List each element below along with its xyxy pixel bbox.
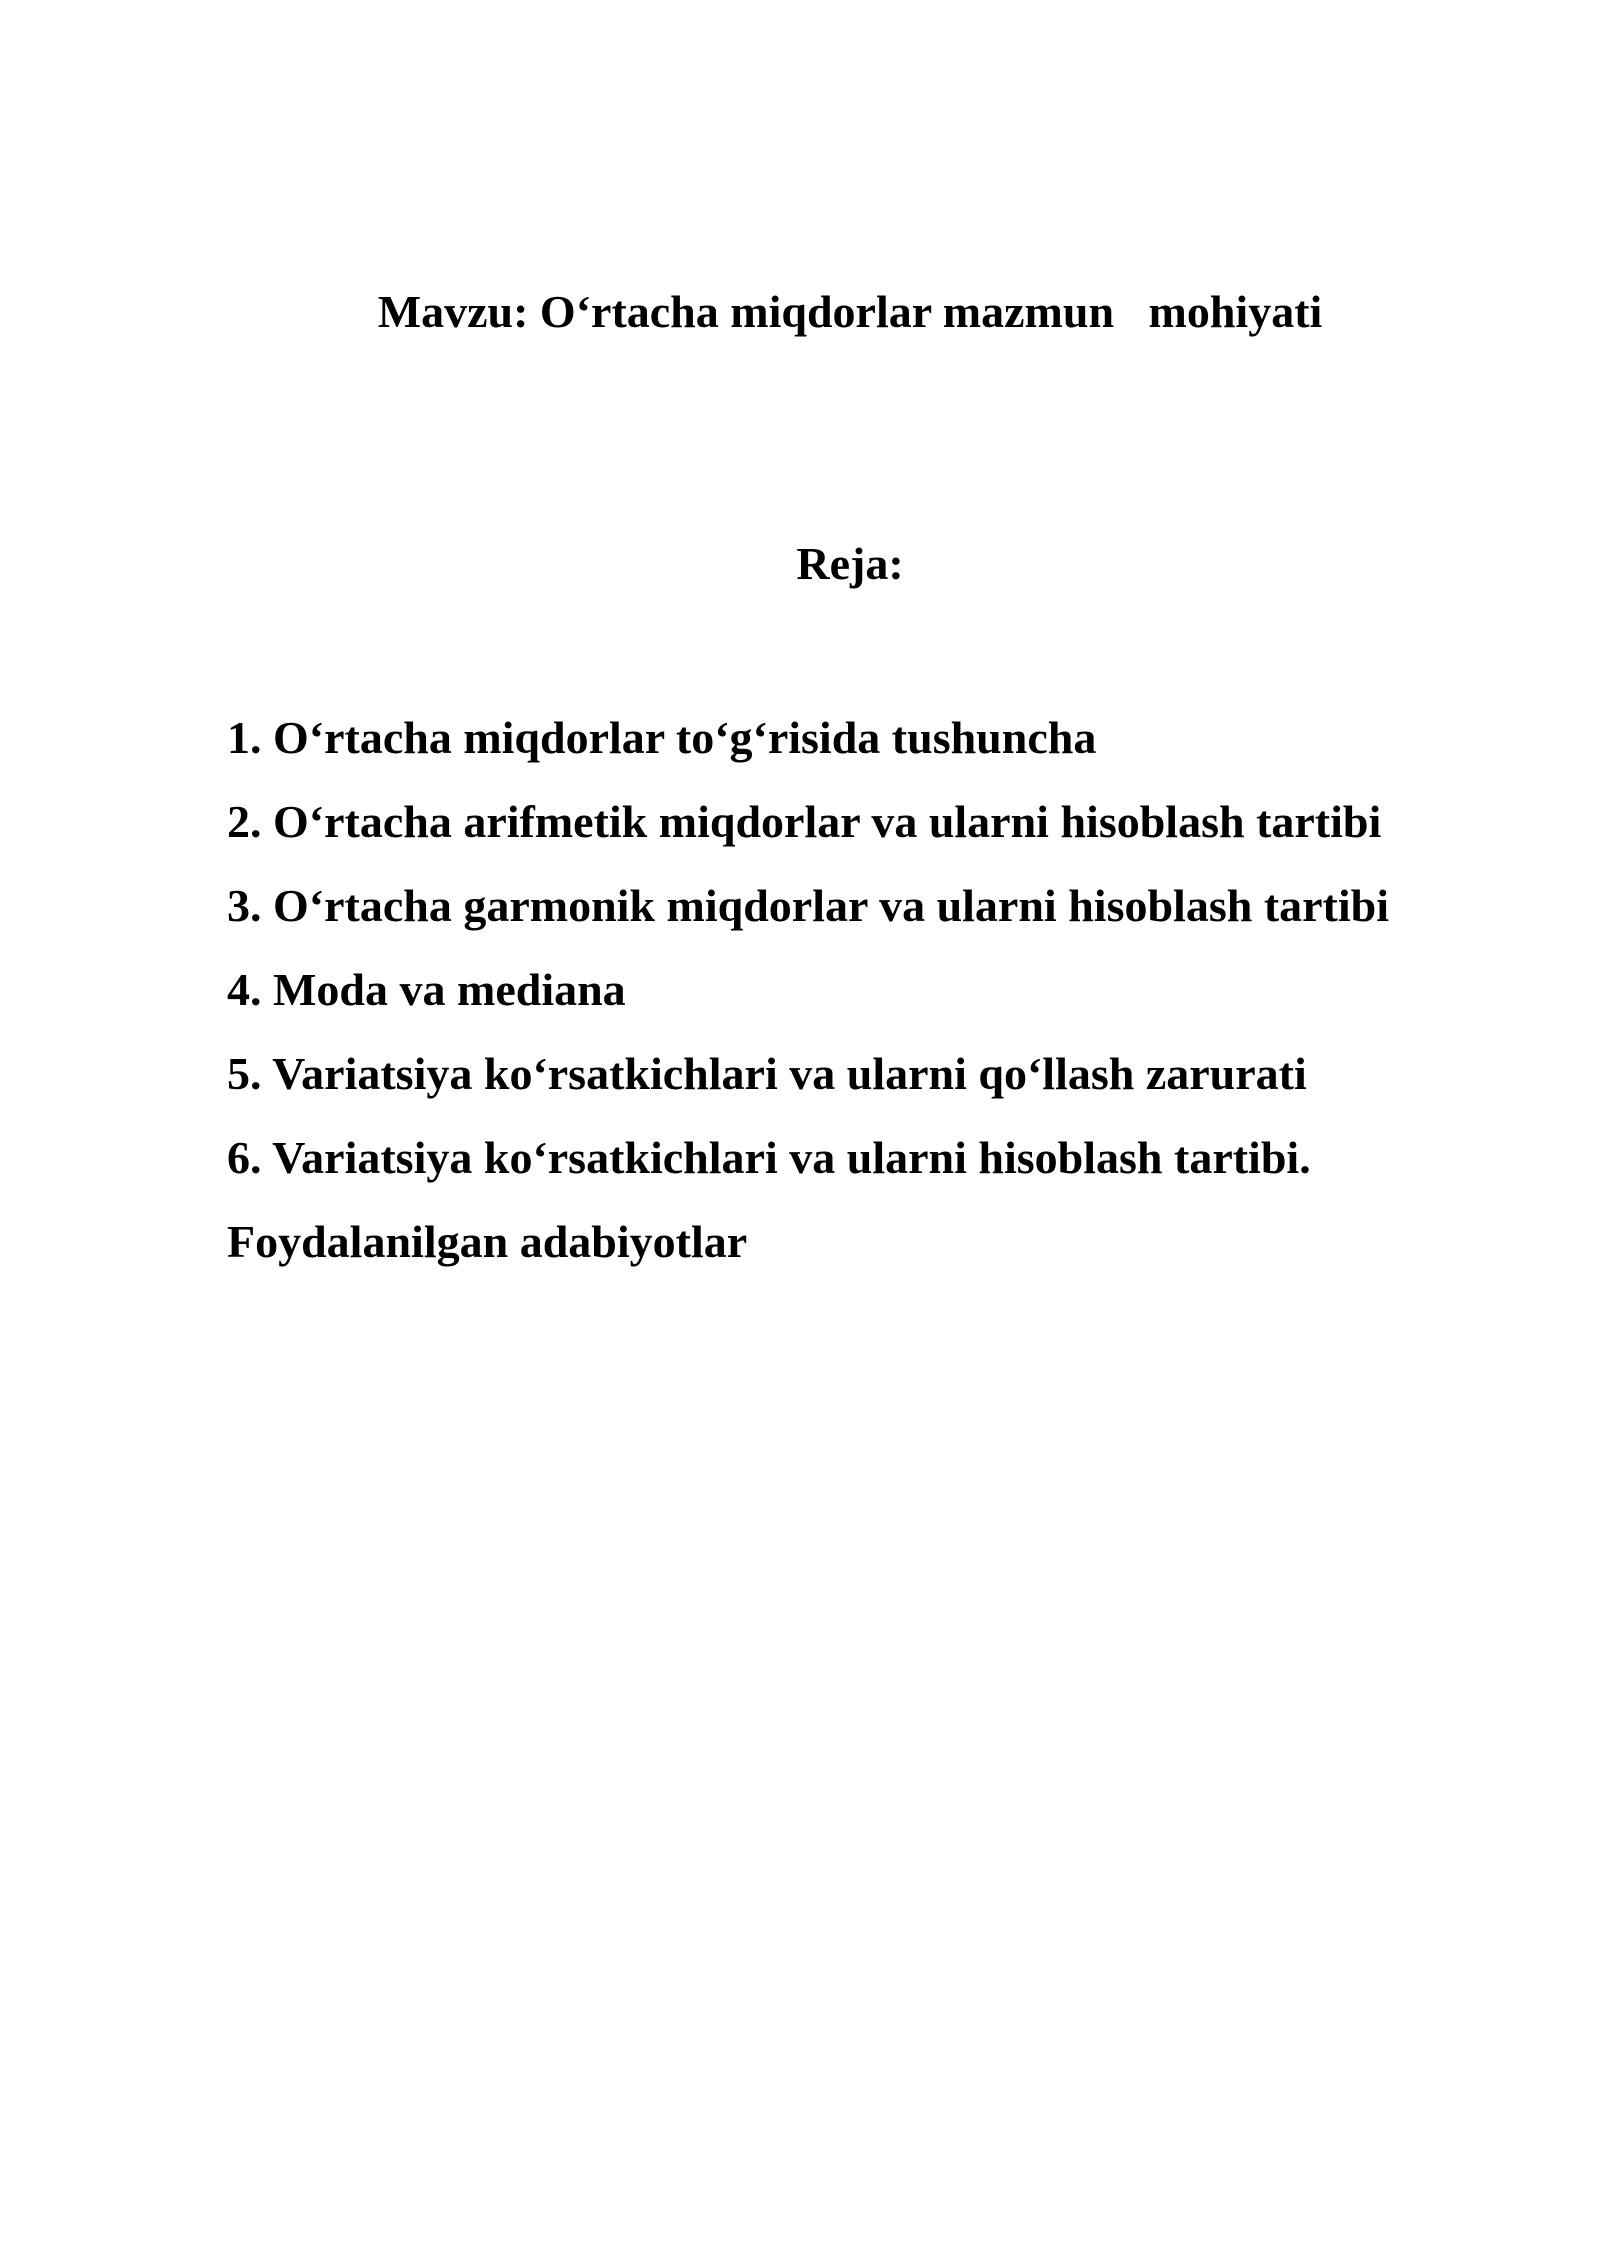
references-item: Foydalanilgan adabiyotlar: [227, 1216, 748, 1267]
plan-item-4: 4. Moda va mediana: [227, 964, 626, 1015]
plan-heading: Reja:: [796, 538, 904, 589]
plan-item-2: 2. O‘rtacha arifmetik miqdorlar va ularni hisoblash tartibi: [227, 796, 1382, 847]
topic-title: Mavzu: O‘rtacha miqdorlar mazmun mohiyati: [377, 286, 1323, 337]
plan-item-5: 5. Variatsiya ko‘rsatkichlari va ularni qo‘llash zarurati: [227, 1048, 1307, 1099]
plan-item-1: 1. O‘rtacha miqdorlar to‘g‘risida tushuncha: [227, 712, 1097, 763]
plan-list: [227, 696, 1567, 1284]
plan-item-3: 3. O‘rtacha garmonik miqdorlar va ularni hisoblash tartibi: [227, 880, 1390, 931]
plan-item-6: 6. Variatsiya ko‘rsatkichlari va ularni hisoblash tartibi.: [227, 1132, 1311, 1183]
